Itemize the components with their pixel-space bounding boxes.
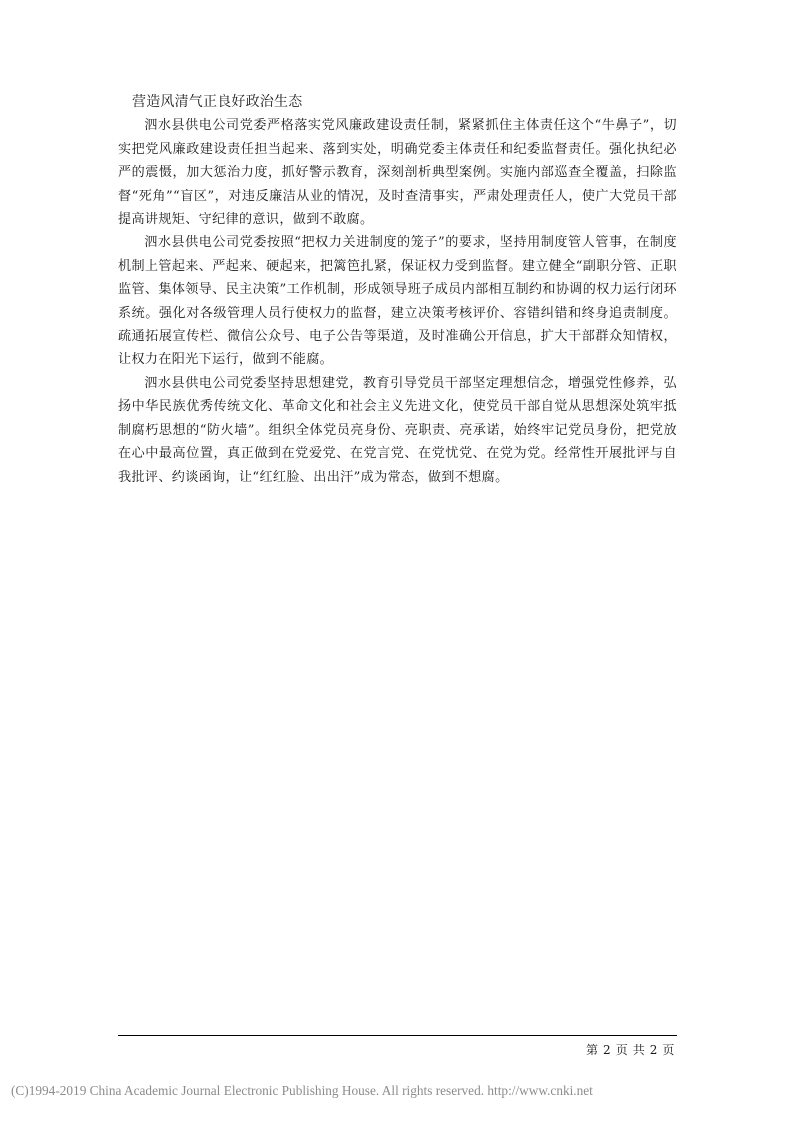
paragraph-responsibility: 泗水县供电公司党委严格落实党风廉政建设责任制，紧紧抓住主体责任这个“牛鼻子”，切实把党风廉政建设责任担当起来、落到实处，明确党委主体责任和纪委监督责任。强化执纪必严的震慑，加大惩治力度，抓好警示教育，深刻剖析典型案例。实施内部巡查全覆盖，扫除监督“死角”“盲区”，对违反廉洁从业的情况，及时查清事实，严肃处理责任人，使广大党员干部提高讲规矩、守纪律的意识，做到不敢腐。: [118, 118, 677, 228]
copyright-notice: (C)1994-2019 China Academic Journal Electronic Publishing House. All rights reserved. http://www.cnki.net: [11, 1083, 593, 1098]
section-heading: 营造风清气正良好政治生态: [132, 94, 303, 110]
article-body: [118, 91, 677, 489]
paragraph-ideology: 泗水县供电公司党委坚持思想建党，教育引导党员干部坚定理想信念，增强党性修养，弘扬中华民族优秀传统文化、革命文化和社会主义先进文化，使党员干部自觉从思想深处筑牢抵制腐朽思想的“防火墙”。组织全体党员亮身份、亮职责、亮承诺，始终牢记党员身份，把党放在心中最高位置，真正做到在党爱党、在党言党、在党忧党、在党为党。经常性开展批评与自我批评、约谈函询，让“红红脸、出出汗”成为常态，做到不想腐。: [118, 375, 677, 485]
footer-divider: [118, 1035, 677, 1036]
page-number: 第 2 页 共 2 页: [586, 1043, 675, 1057]
paragraph-institution: 泗水县供电公司党委按照“把权力关进制度的笼子”的要求，坚持用制度管人管事，在制度机制上管起来、严起来、硬起来，把篱笆扎紧，保证权力受到监督。建立健全“副职分管、正职监管、集体领导、民主决策”工作机制，形成领导班子成员内部相互制约和协调的权力运行闭环系统。强化对各级管理人员行使权力的监督，建立决策考核评价、容错纠错和终身追责制度。疏通拓展宣传栏、微信公众号、电子公告等渠道，及时准确公开信息，扩大干部群众知情权，让权力在阳光下运行，做到不能腐。: [118, 235, 677, 368]
